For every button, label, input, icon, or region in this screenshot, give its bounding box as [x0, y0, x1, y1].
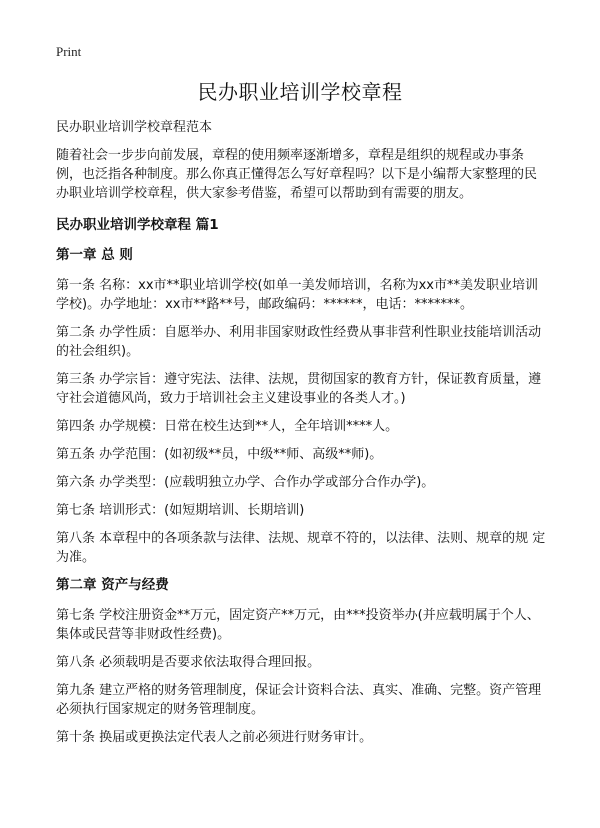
chapter-2-article: 第七条 学校注册资金**万元，固定资产**万元，由***投资举办(并应载明属于个人、集体或民营等非财政性经费)。: [56, 608, 540, 642]
section-heading: 民办职业培训学校章程 篇1: [56, 217, 219, 233]
print-link[interactable]: Print: [56, 44, 82, 59]
intro-paragraph: 随着社会一步步向前发展，章程的使用频率逐渐增多，章程是组织的规程或办事条例，也泛指各种制度。那么你真正懂得怎么写好章程吗？以下是小编帮大家整理的民办职业培训学校章程，供大家参考借鉴，希望可以帮助到有需要的朋友。: [56, 148, 538, 201]
chapter-2-heading: 第二章 资产与经费: [56, 577, 169, 593]
chapter-1-article: 第一条 名称：xx市**职业培训学校(如单一美发师培训，名称为xx市**美发职业培训学校)。办学地址：xx市**路**号，邮政编码：******，电话：*******。: [56, 278, 538, 312]
chapter-1-article: 第四条 办学规模：日常在校生达到**人，全年培训****人。: [56, 419, 399, 434]
document-body: [56, 118, 548, 756]
chapter-1-article: 第八条 本章程中的各项条款与法律、法规、规章不符的，以法律、法则、规章的规 定为准。: [56, 531, 546, 565]
chapter-2-article: 第八条 必须载明是否要求依法取得合理回报。: [56, 655, 321, 670]
page-title: 民办职业培训学校章程: [197, 80, 403, 104]
chapter-1-heading: 第一章 总 则: [56, 247, 133, 263]
chapter-1-article: 第七条 培训形式：(如短期培训、长期培训): [56, 503, 305, 518]
subtitle: 民办职业培训学校章程范本: [56, 120, 213, 135]
chapter-1-article: 第六条 办学类型：(应载明独立办学、合作办学或部分合作办学)。: [56, 475, 435, 490]
chapter-1-article: 第三条 办学宗旨：遵守宪法、法律、法规，贯彻国家的教育方针，保证教育质量，遵守社会道德风尚，致力于培训社会主义建设事业的各类人才。): [56, 372, 542, 406]
chapter-1-article: 第二条 办学性质：自愿举办、利用非国家财政性经费从事非营利性职业技能培训活动的社会组织)。: [56, 325, 542, 359]
chapter-2-article: 第十条 换届或更换法定代表人之前必须进行财务审计。: [56, 730, 373, 745]
chapter-1-article: 第五条 办学范围：(如初级**员，中级**师、高级**师)。: [56, 447, 383, 462]
chapter-2-article: 第九条 建立严格的财务管理制度，保证会计资料合法、真实、准确、完整。资产管理必须执行国家规定的财务管理制度。: [56, 683, 542, 717]
